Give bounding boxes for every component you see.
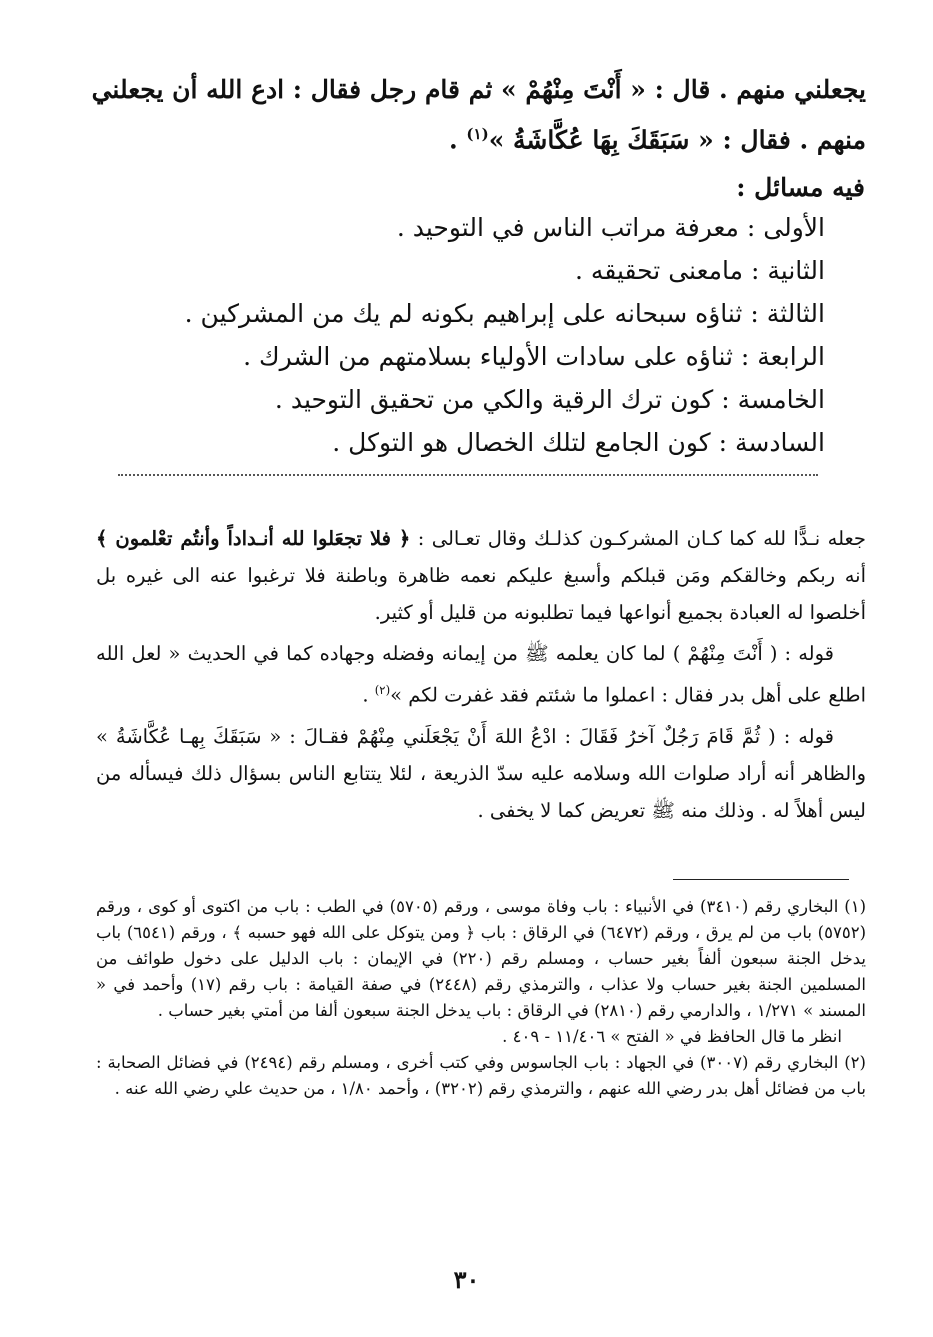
dotted-divider xyxy=(118,474,818,476)
issues-list xyxy=(105,206,825,464)
text-fragment: جعله نـدًّا لله كما كـان المشركـون كذلـك وقال تعـالى : xyxy=(410,527,866,550)
footnote-1: (١) البخاري رقم (٣٤١٠) في الأنبياء : باب وفاة موسى ، ورقم (٥٧٠٥) في الطب : باب من اكتوى أو كوى ، ورقم (٥٧٥٢) باب من لم يرق ، ورقم (٦٤٧٢) في الرقاق : باب ﴿ ومن يتوكل على الله فهو حسبه ﴾ ، ورقم (٦٥٤١) باب يدخل الجنة سبعون ألفاً بغير حساب ، ومسلم رقم (٢٢٠) في الإيمان : باب الدليل على دخول طوائف من المسلمين الجنة بغير حساب ولا عذاب ، والترمذي رقم (٢٤٤٨) في صفة القيامة : باب رقم (١٧) وأحمد في « المسند » ١/٢٧١ ، والدارمي رقم (٢٨١٠) في الرقاق : باب يدخل الجنة سبعون ألفا من أمتي بغير حساب . xyxy=(96,897,867,1020)
text-line: يجعلني منهم . قال : « أَنْتَ مِنْهُمْ » ثم قام رجل فقال : ادع الله أن يجعلني xyxy=(91,75,866,104)
issue-item: الثالثة : ثناؤه سبحانه على إبراهيم بكونه لم يك من المشركين . xyxy=(184,299,825,328)
text-line xyxy=(96,112,866,162)
issue-item: الرابعة : ثناؤه على سادات الأولياء بسلامتهم من الشرك . xyxy=(243,342,825,371)
page-number: ٣٠ xyxy=(453,1265,480,1294)
hadith-ending-text xyxy=(91,68,866,162)
text-fragment: . xyxy=(449,125,467,155)
issue-item: الأولى : معرفة مراتب الناس في التوحيد . xyxy=(396,213,825,242)
text-fragment: . xyxy=(362,683,375,707)
issue-item: السادسة : كون الجامع لتلك الخصال هو التوكل . xyxy=(332,428,825,457)
footnote-divider xyxy=(673,879,849,880)
issues-heading: فيه مسائل : xyxy=(736,173,865,202)
footnotes-section xyxy=(96,894,866,1102)
issue-item: الثانية : مامعنى تحقيقه . xyxy=(575,256,825,285)
commentary-paragraph xyxy=(96,520,866,631)
commentary-section xyxy=(96,520,866,833)
footnote-1-note: انظر ما قال الحافظ في « الفتح » ١١/٤٠٦ - ٤٠٩ . xyxy=(502,1027,842,1046)
quran-quote: ﴿ فلا تجعَلوا لله أنـداداً وأنتُم تعْلمون ﴾ xyxy=(96,527,411,550)
commentary-paragraph xyxy=(96,635,866,714)
footnote-ref-2: (٢) xyxy=(374,683,391,697)
text-fragment: قوله : ( أَنْتَ مِنْهُمْ ) لما كان يعلمه ﷺ من إيمانه وفضله وجهاده كما في الحديث « لعل الله اطلع على أهل بدر فقال : اعملوا ما شئتم فقد غفرت لكم » xyxy=(96,642,866,707)
commentary-paragraph: قوله : ( ثُمَّ قَامَ رَجُلٌ آخرُ فَقَالَ : ادْعُ اللهَ أَنْ يَجْعَلَني مِنْهُمْ فقـالَ : « سَبَقَكَ بِهـا عُكَّاشَةُ » والظاهر أنه أراد صلوات الله وسلامه عليه سدّ الذريعة ، لئلا يتتابع الناس بسؤال ذلك فيسأله من ليس أهلاً له . وذلك منه ﷺ تعريض كما لا يخفى . xyxy=(96,724,866,822)
text-fragment: أنه ربكم وخالقكم ومَن قبلكم وأسبغ عليكم نعمه ظاهرة وباطنة فلا ترغبوا عنه الى غيره بل أخلصوا له العبادة بجميع أنواعها فيما تطلبونه من قليل أو كثير. xyxy=(96,564,866,624)
text-fragment: منهم . فقال : « سَبَقَكَ بِهَا عُكَّاشَةُ » xyxy=(488,125,866,155)
footnote-ref-1: (١) xyxy=(466,125,489,143)
issue-item: الخامسة : كون ترك الرقية والكي من تحقيق التوحيد . xyxy=(274,385,825,414)
footnote-2: (٢) البخاري رقم (٣٠٠٧) في الجهاد : باب الجاسوس وفي كتب أخرى ، ومسلم رقم (٢٤٩٤) في فضائل الصحابة : باب من فضائل أهل بدر رضي الله عنهم ، والترمذي رقم (٣٢٠٢) ، وأحمد ١/٨٠ ، من حديث علي رضي الله عنه . xyxy=(96,1053,866,1098)
